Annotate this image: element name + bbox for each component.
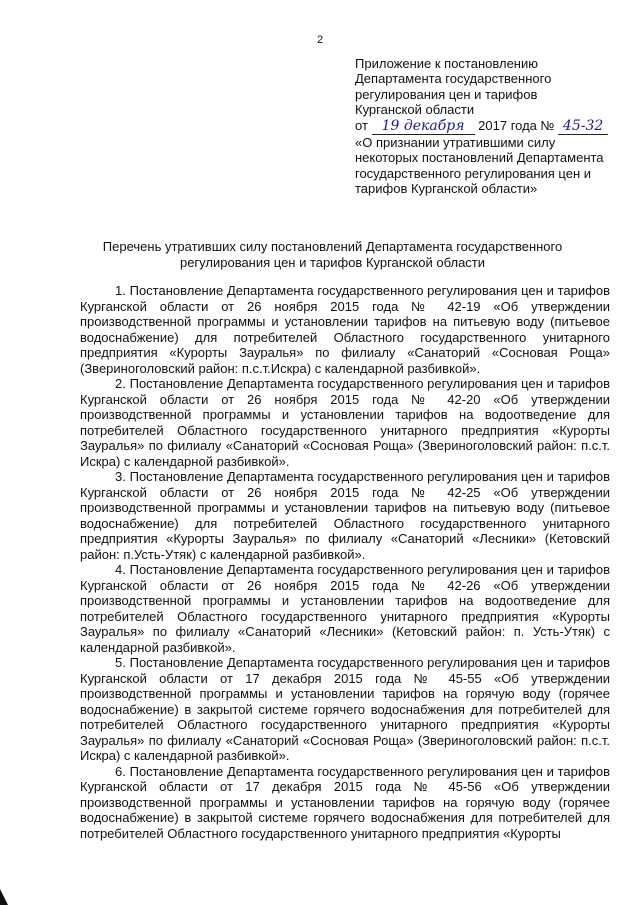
handwritten-date: 19 декабря bbox=[372, 119, 475, 135]
list-item: 3. Постановление Департамента государственного регулирования цен и тарифов Курганской области от 26 ноября 2015 года № 42-25 «Об утверждении производственной программы и установлении тарифов на питьевую воду (питьевое водоснабжение) для потребителей Областного государственного унитарного предприятия «Курорты Зауралья» по филиалу «Санаторий «Лесники» (Кетовский район: п.Усть-Утяк) с календарной разбивкой». bbox=[80, 469, 610, 562]
list-item: 6. Постановление Департамента государственного регулирования цен и тарифов Курганской области от 17 декабря 2015 года № 45-56 «Об утверждении производственной программы и установлении тарифов на горячую воду (горячее водоснабжение) в закрытой системе горячего водоснабжения для потребителей для потребителей Областного государственного унитарного предприятия «Курорты bbox=[80, 763, 610, 841]
list-item: 5. Постановление Департамента государственного регулирования цен и тарифов Курганской области от 17 декабря 2015 года № 45-55 «Об утверждении производственной программы и установлении тарифов на горячую воду (горячее водоснабжение) в закрытой системе горячего водоснабжения для потребителей для потребителей Областного государственного унитарного предприятия «Курорты Зауралья» по филиалу «Санаторий «Сосновая Роща» (Звериноголовский район: п.с.т. Искра) с календарной разбивкой». bbox=[80, 655, 610, 763]
header-line: Курганской области bbox=[355, 102, 475, 118]
header-date-line bbox=[355, 118, 620, 135]
page-number: 2 bbox=[316, 34, 324, 46]
header-subject-line: некоторых постановлений Департамента bbox=[355, 150, 604, 166]
header-subject-line: государственного регулирования цен и bbox=[355, 165, 592, 181]
scan-corner-mark bbox=[0, 889, 10, 905]
header-line: Приложение к постановлению bbox=[355, 56, 538, 71]
header-subject-line: тарифов Курганской области» bbox=[355, 181, 538, 197]
list-item: 2. Постановление Департамента государственного регулирования цен и тарифов Курганской области от 26 ноября 2015 года № 42-20 «Об утверждении производственной программы и установлении тарифов на водоотведение для потребителей Областного государственного унитарного предприятия «Курорты Зауралья» по филиалу «Санаторий «Сосновая Роща» (Звериноголовский район: п.с.т. Искра) с календарной разбивкой». bbox=[80, 376, 610, 469]
document-body bbox=[80, 283, 610, 841]
date-prefix: от bbox=[355, 117, 368, 133]
list-item: 1. Постановление Департамента государственного регулирования цен и тарифов Курганской области от 26 ноября 2015 года № 42-19 «Об утверждении производственной программы и установлении тарифов на питьевую воду (питьевое водоснабжение) для потребителей Областного государственного унитарного предприятия «Курорты Зауралья» по филиалу «Санаторий «Сосновая Роща» (Звериноголовский район: п.с.т.Искра) с календарной разбивкой». bbox=[80, 283, 610, 376]
appendix-header bbox=[355, 56, 620, 197]
header-subject-line: «О признании утратившими силу bbox=[355, 135, 556, 151]
document-title: Перечень утративших силу постановлений Департамента государственного регулирования цен и тарифов Курганской области bbox=[102, 239, 563, 270]
list-item: 4. Постановление Департамента государственного регулирования цен и тарифов Курганской области от 26 ноября 2015 года № 42-26 «Об утверждении производственной программы и установлении тарифов на водоотведение для потребителей Областного государственного унитарного предприятия «Курорты Зауралья» по филиалу «Санаторий «Лесники» (Кетовский район: п. Усть-Утяк) с календарной разбивкой». bbox=[80, 562, 610, 655]
handwritten-number: 45-32 bbox=[558, 119, 608, 135]
year-text: 2017 года № bbox=[478, 117, 555, 133]
header-line: регулирования цен и тарифов bbox=[355, 86, 538, 102]
header-line: Департамента государственного bbox=[355, 71, 552, 87]
